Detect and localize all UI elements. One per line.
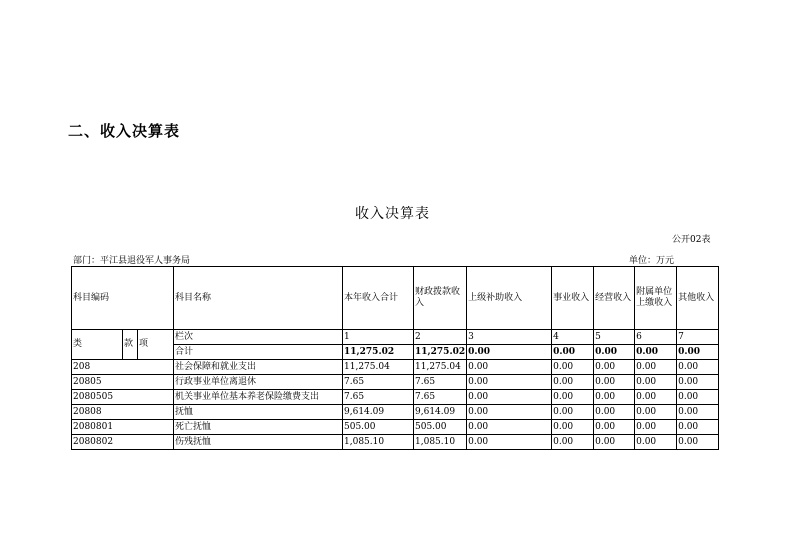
- total-value: 0.00: [635, 345, 677, 360]
- row-value: 0.00: [552, 375, 594, 390]
- row-value: 0.00: [467, 405, 552, 420]
- row-value: 0.00: [467, 360, 552, 375]
- row-value: 7.65: [343, 375, 414, 390]
- header-business: 事业收入: [552, 267, 594, 330]
- row-value: 0.00: [594, 420, 635, 435]
- section-title: 二、收入决算表: [68, 122, 181, 140]
- row-value: 7.65: [414, 390, 467, 405]
- row-value: 0.00: [552, 435, 594, 450]
- row-value: 0.00: [467, 390, 552, 405]
- row-code: 2080505: [72, 390, 174, 405]
- column-number: 6: [635, 330, 677, 345]
- row-name: 死亡抚恤: [174, 420, 343, 435]
- row-value: 7.65: [343, 390, 414, 405]
- row-value: 11,275.04: [343, 360, 414, 375]
- subheader-lanci: 栏次: [174, 330, 343, 345]
- table-title: 收入决算表: [355, 206, 430, 222]
- table-row: [72, 360, 719, 375]
- row-value: 0.00: [467, 435, 552, 450]
- unit-label: 单位：万元: [629, 256, 675, 266]
- row-value: 0.00: [677, 360, 719, 375]
- header-row: [72, 267, 719, 330]
- table-row: [72, 420, 719, 435]
- row-value: 505.00: [414, 420, 467, 435]
- subheader-lei: 类: [72, 330, 123, 360]
- row-value: 0.00: [594, 435, 635, 450]
- subheader-kuan: 款: [123, 330, 138, 360]
- column-number: 7: [677, 330, 719, 345]
- row-value: 0.00: [677, 375, 719, 390]
- row-value: 0.00: [635, 405, 677, 420]
- header-affiliated: 附属单位上缴收入: [635, 267, 677, 330]
- row-value: 0.00: [467, 420, 552, 435]
- row-value: 0.00: [635, 420, 677, 435]
- subheader-xiang: 项: [138, 330, 174, 360]
- table-row: [72, 375, 719, 390]
- row-code: 208: [72, 360, 174, 375]
- column-number: 2: [414, 330, 467, 345]
- column-number: 5: [594, 330, 635, 345]
- column-number: 1: [343, 330, 414, 345]
- row-value: 1,085.10: [343, 435, 414, 450]
- header-other: 其他收入: [677, 267, 719, 330]
- header-name: 科目名称: [174, 267, 343, 330]
- row-value: 0.00: [635, 435, 677, 450]
- header-total: 本年收入合计: [343, 267, 414, 330]
- row-value: 7.65: [414, 375, 467, 390]
- column-number: 3: [467, 330, 552, 345]
- row-name: 机关事业单位基本养老保险缴费支出: [174, 390, 343, 405]
- header-superior: 上级补助收入: [467, 267, 552, 330]
- income-table: [71, 266, 719, 450]
- row-value: 9,614.09: [414, 405, 467, 420]
- table-row: [72, 435, 719, 450]
- header-operating: 经营收入: [594, 267, 635, 330]
- row-code: 2080801: [72, 420, 174, 435]
- row-value: 0.00: [677, 435, 719, 450]
- row-value: 0.00: [552, 390, 594, 405]
- row-value: 0.00: [635, 390, 677, 405]
- total-value: 0.00: [594, 345, 635, 360]
- row-value: 9,614.09: [343, 405, 414, 420]
- row-value: 0.00: [677, 405, 719, 420]
- row-value: 0.00: [552, 405, 594, 420]
- row-code: 20805: [72, 375, 174, 390]
- row-value: 1,085.10: [414, 435, 467, 450]
- column-number-row: [72, 330, 719, 345]
- row-value: 0.00: [594, 375, 635, 390]
- total-value: 11,275.02: [343, 345, 414, 360]
- row-code: 2080802: [72, 435, 174, 450]
- row-value: 0.00: [594, 390, 635, 405]
- row-name: 伤残抚恤: [174, 435, 343, 450]
- row-value: 0.00: [467, 375, 552, 390]
- column-number: 4: [552, 330, 594, 345]
- row-value: 505.00: [343, 420, 414, 435]
- row-value: 0.00: [677, 420, 719, 435]
- form-code: 公开02表: [672, 235, 711, 245]
- total-value: 11,275.02: [414, 345, 467, 360]
- row-value: 0.00: [635, 375, 677, 390]
- row-value: 0.00: [594, 405, 635, 420]
- total-value: 0.00: [467, 345, 552, 360]
- row-name: 社会保障和就业支出: [174, 360, 343, 375]
- header-code: 科目编码: [72, 267, 174, 330]
- table-row: [72, 390, 719, 405]
- row-value: 0.00: [677, 390, 719, 405]
- row-code: 20808: [72, 405, 174, 420]
- row-value: 0.00: [552, 420, 594, 435]
- total-value: 0.00: [677, 345, 719, 360]
- row-value: 11,275.04: [414, 360, 467, 375]
- department-label: 部门：平江县退役军人事务局: [73, 256, 191, 266]
- row-name: 抚恤: [174, 405, 343, 420]
- total-value: 0.00: [552, 345, 594, 360]
- row-value: 0.00: [594, 360, 635, 375]
- table-row: [72, 405, 719, 420]
- row-value: 0.00: [552, 360, 594, 375]
- row-name: 行政事业单位离退休: [174, 375, 343, 390]
- row-value: 0.00: [635, 360, 677, 375]
- header-fiscal: 财政拨款收入: [414, 267, 467, 330]
- total-label: 合计: [174, 345, 343, 360]
